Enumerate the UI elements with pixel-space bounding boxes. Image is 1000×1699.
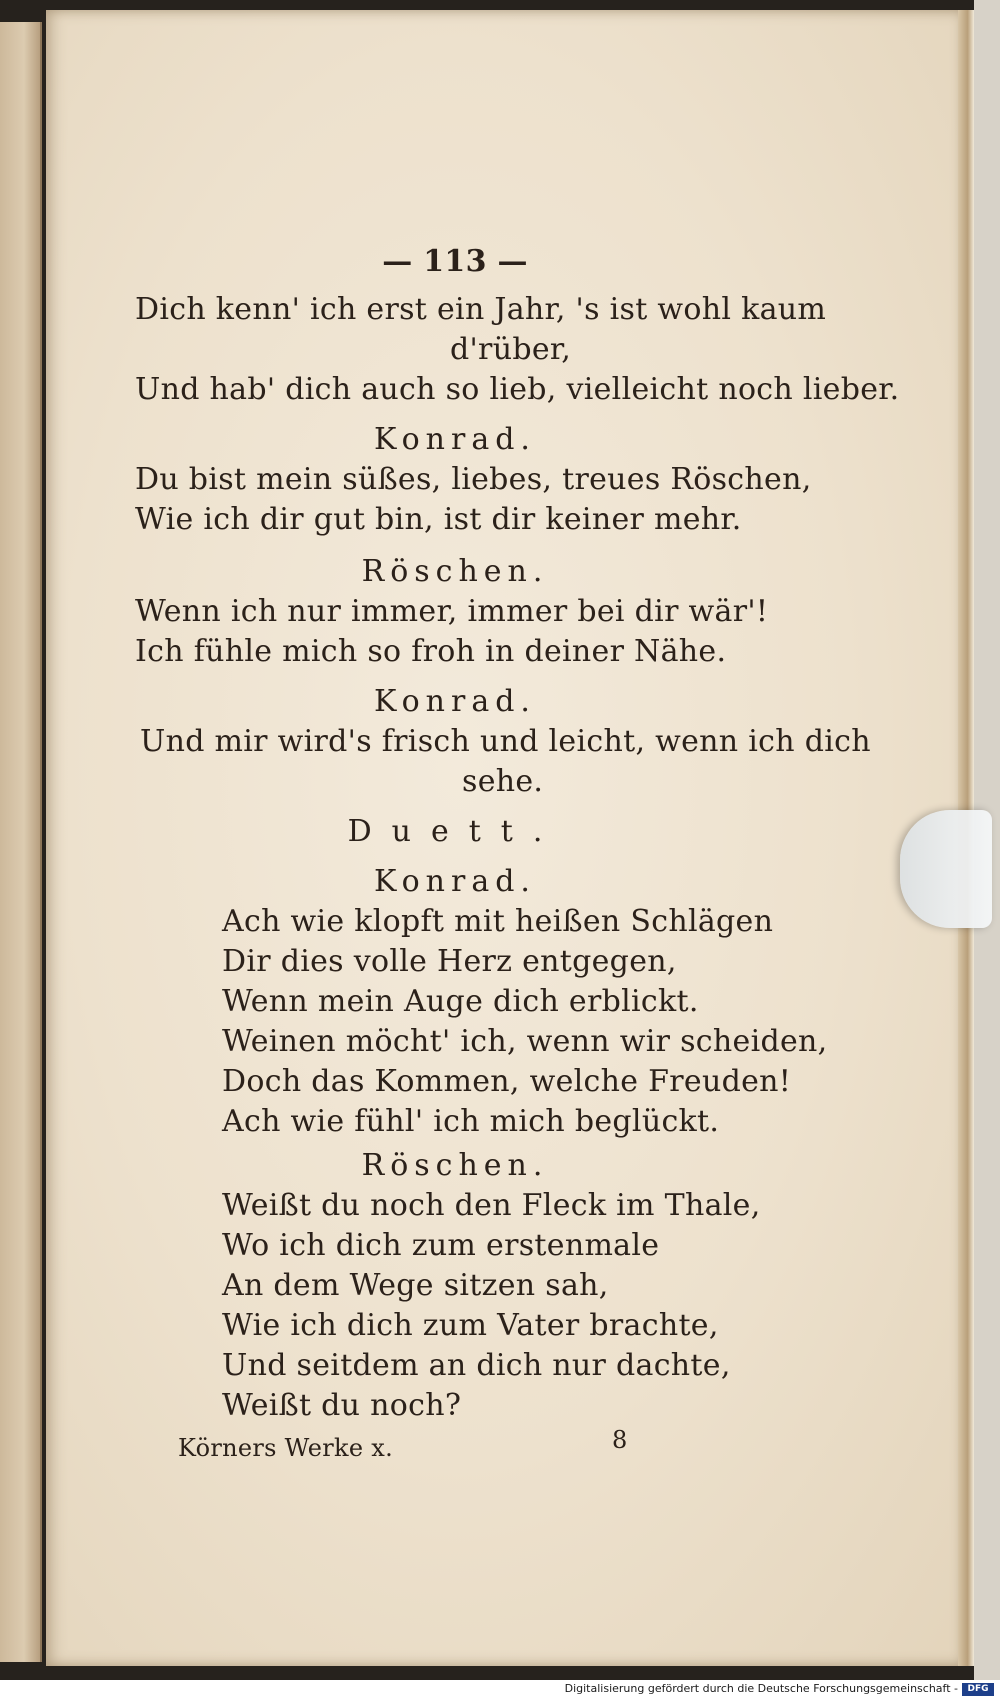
- speaker-name: Röschen.: [361, 554, 549, 589]
- verse-line: Weißt du noch den Fleck im Thale,: [222, 1188, 761, 1223]
- verse-line: Weinen möcht' ich, wenn wir scheiden,: [222, 1024, 828, 1059]
- section-heading: Duett.: [347, 814, 563, 849]
- verse-line: An dem Wege sitzen sah,: [222, 1268, 609, 1303]
- text-line: Du bist mein süßes, liebes, treues Röschen,: [135, 462, 812, 497]
- speaker-name: Konrad.: [374, 684, 536, 719]
- verse-line: Ach wie fühl' ich mich beglückt.: [222, 1104, 720, 1139]
- text-line: sehe.: [462, 764, 544, 799]
- verse-line: Ach wie klopft mit heißen Schlägen: [222, 904, 774, 939]
- text-line: Wenn ich nur immer, immer bei dir wär'!: [135, 594, 769, 629]
- verse-line: Wo ich dich zum erstenmale: [222, 1228, 660, 1263]
- left-page-edge: [0, 22, 42, 1662]
- verse-line: Und seitdem an dich nur dachte,: [222, 1348, 731, 1383]
- text-line: d'rüber,: [450, 332, 572, 367]
- dfg-logo: DFG: [962, 1683, 994, 1696]
- signature: Körners Werke x.: [178, 1434, 394, 1462]
- funding-notice: Digitalisierung gefördert durch die Deutsche Forschungsgemeinschaft -: [564, 1682, 958, 1695]
- verse-line: Dir dies volle Herz entgegen,: [222, 944, 677, 979]
- speaker-name: Konrad.: [374, 422, 536, 457]
- speaker-name: Röschen.: [361, 1148, 549, 1183]
- text-line: Und hab' dich auch so lieb, vielleicht noch lieber.: [135, 372, 900, 407]
- text-line: Ich fühle mich so froh in deiner Nähe.: [135, 634, 727, 669]
- verse-line: Wenn mein Auge dich erblickt.: [222, 984, 699, 1019]
- page-clip: [900, 810, 992, 928]
- verse-line: Weißt du noch?: [222, 1388, 462, 1423]
- speaker-name: Konrad.: [374, 864, 536, 899]
- text-line: Und mir wird's frisch und leicht, wenn ich dich: [140, 724, 871, 759]
- page-number: — 113 —: [382, 244, 528, 279]
- verse-line: Doch das Kommen, welche Freuden!: [222, 1064, 792, 1099]
- text-line: Dich kenn' ich erst ein Jahr, 's ist wohl kaum: [135, 292, 827, 327]
- signature-mark: 8: [612, 1426, 628, 1454]
- verse-line: Wie ich dich zum Vater brachte,: [222, 1308, 719, 1343]
- text-line: Wie ich dir gut bin, ist dir keiner mehr.: [135, 502, 742, 537]
